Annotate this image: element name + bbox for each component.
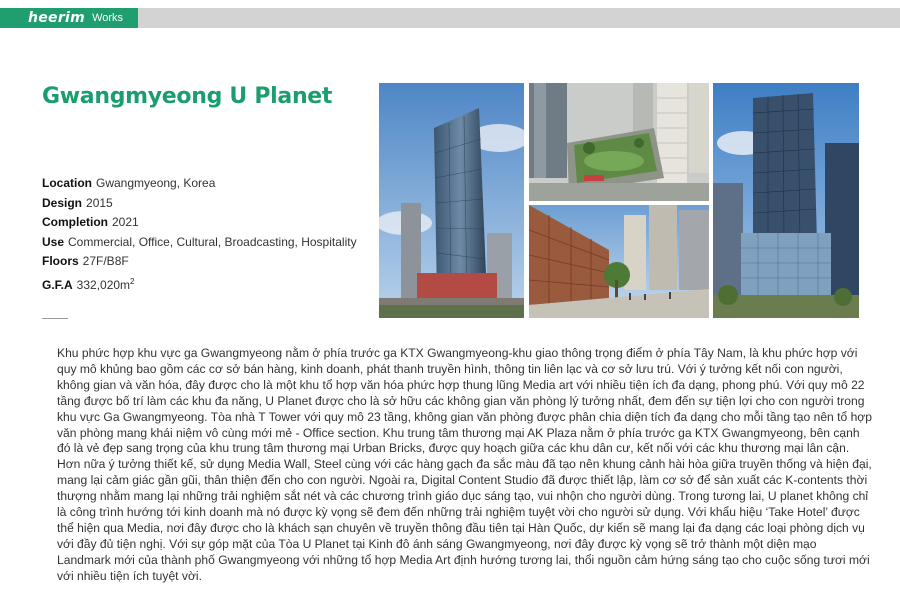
spec-label: Use: [42, 234, 65, 249]
spec-label: Location: [42, 176, 92, 190]
spec-design: [42, 194, 357, 214]
spec-value: 2021: [112, 215, 139, 230]
project-title: Gwangmyeong U Planet: [42, 84, 333, 109]
photo-office-tower[interactable]: [713, 83, 859, 318]
spec-value: 2015: [86, 195, 113, 210]
spec-use: [42, 233, 357, 253]
spec-value: 332,020m: [76, 277, 131, 292]
spec-label: Completion: [42, 215, 108, 230]
section-label: Works: [92, 12, 124, 24]
spec-value: Commercial, Office, Cultural, Broadcasting, Hospitality: [68, 234, 357, 249]
brand-block[interactable]: [0, 8, 138, 28]
spec-label: Design: [42, 195, 83, 210]
divider: [42, 318, 68, 319]
brand-logo: heerim: [28, 10, 86, 26]
spec-floors: [42, 252, 357, 272]
spec-label: Floors: [42, 254, 79, 269]
spec-unit-sup: 2: [130, 276, 135, 286]
spec-value: 27F/B8F: [82, 254, 129, 269]
photo-plaza-street[interactable]: [529, 205, 709, 318]
photo-aerial-rooftop-image: [529, 83, 709, 201]
photo-aerial-rooftop[interactable]: [529, 83, 709, 201]
photo-office-tower-image: [713, 83, 859, 318]
spec-gfa: [42, 272, 357, 296]
project-description: Khu phức hợp khu vực ga Gwangmyeong nằm ở phía trước ga KTX Gwangmyeong-khu giao thông trọng điểm ở phía Tây Nam, là khu phức hợp với quy mô khủng bao gồm các cơ sở bán hàng, kinh doanh, phát thanh truyền hình, thông tin liên lạc và cơ sở lưu trú. Với ý tưởng kết nối con người, không gian và văn hóa, đây được cho là một khu tổ hợp văn hóa phức hợp thung lũng Media art với nhiều tiện ích đa dạng, phong phú. Với quy mô 22 tầng được bố trí làm các khu đa năng, U Planet được cho là sở hữu các không gian văn phòng lý tưởng nhất, đem đến sự tiện lợi cho con người trong khu vực Ga Gwangmyeong. Tòa nhà T Tower với quy mô 23 tầng, không gian văn phòng được phân chia diện tích đa dạng cho mỗi tầng tạo nên tổ hợp văn phòng mang khái niệm vô cùng mới mẻ - Office section. Khu trung tâm thương mại AK Plaza nằm ở phía trước ga KTX Gwangmyeong, bên cạnh đó là vẻ đẹp sang trọng của khu trung tâm thương mại Urban Bricks, được quy hoạch giữa các khu dân cư, kết nối với các khu thương mại lân cận. Hơn nữa ý tưởng thiết kế, sử dụng Media Wall, Steel cùng với các hàng gạch đa sắc màu đã tạo nên khung cảnh hài hòa giữa truyền thống và hiện đại, mang lại cảm giác gần gũi, thân thiện đến cho con người. Ngoài ra, Digital Content Studio đã được thiết lập, làm cơ sở để sản xuất các K-contents thời thượng nhằm mang lại những trải nghiệm sắt nét và các chương trình giáo dục sáng tạo, vui nhộn cho người dùng. Trong tương lai, U planet không chỉ là công trình hướng tới kinh doanh mà nó được kỳ vọng sẽ đem đến những trải nghiệm tuyệt vời cho người sử dụng. Với khẩu hiệu ‘Take Hotel’ được thể hiện qua Media, nơi đây được cho là khách sạn chuyên về truyền thông đầu tiên tại Hàn Quốc, dự kiến sẽ mang lại đa dạng các loại phòng dịch vụ với đầy đủ tiện nghị. Với sự góp mặt của Tòa U Planet tại Kinh đô ánh sáng Gwangmyeong, nơi đây được kỳ vọng sẽ trở thành một diện mạo Landmark mới của thành phố Gwangmyeong với những tổ hợp Media Art định hướng tương lai, thổi nguồn cảm hứng sáng tạo cho cuộc sống tươi mới với nhiều tiện ích tuyệt vời.: [57, 346, 872, 583]
photo-plaza-street-image: [529, 205, 709, 318]
spec-completion: [42, 213, 357, 233]
spec-location: [42, 174, 357, 194]
spec-value: Gwangmyeong, Korea: [96, 176, 216, 190]
photo-tower-exterior[interactable]: [379, 83, 524, 318]
project-specs: [42, 174, 357, 296]
spec-label: G.F.A: [42, 277, 73, 292]
photo-tower-exterior-image: [379, 83, 524, 318]
